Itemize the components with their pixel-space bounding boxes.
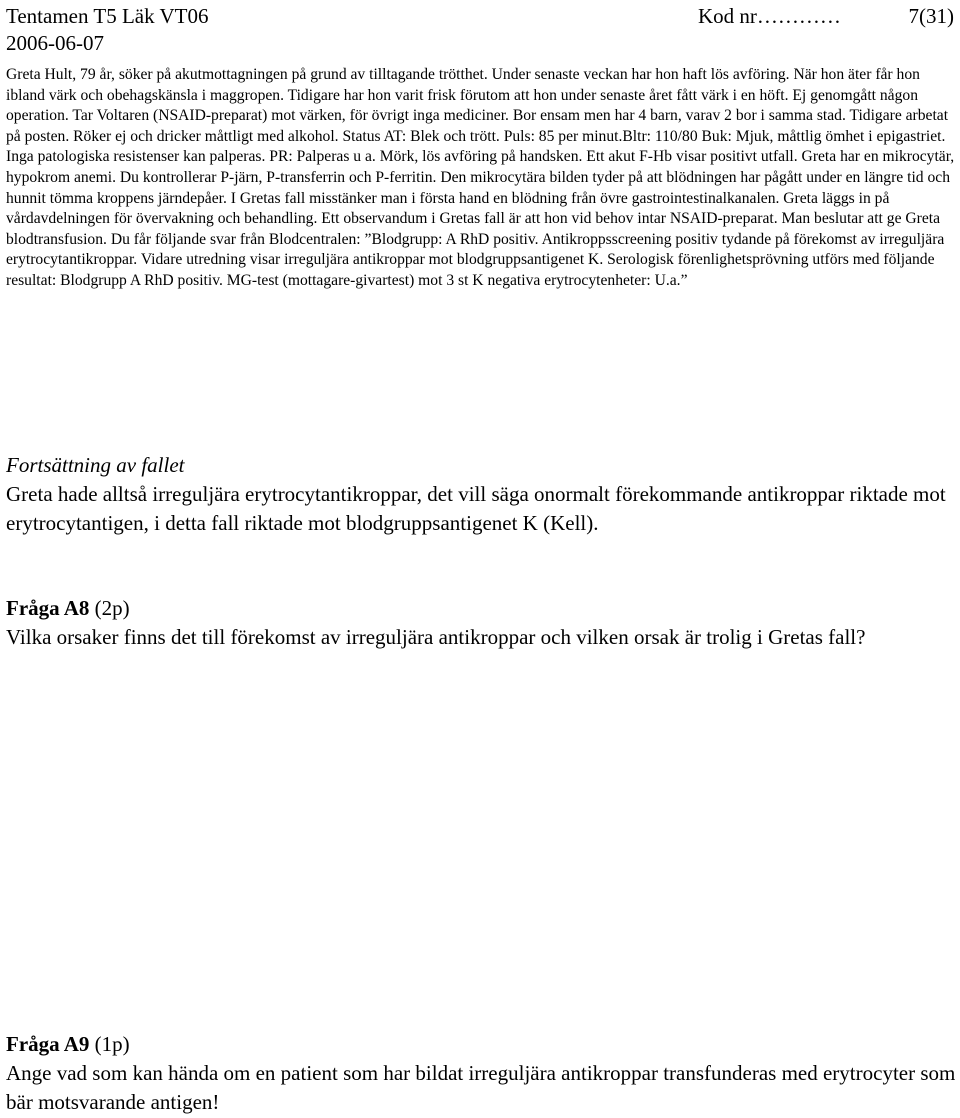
continuation-text: Greta hade alltså irreguljära erytrocytantikroppar, det vill säga onormalt förekommande antikroppar riktade mot erytrocytantigen, i detta fall riktade mot blodgruppsantigenet K (Kell). [6, 482, 946, 535]
question-a9 [6, 1030, 956, 1117]
case-description [6, 65, 956, 292]
case-continuation [6, 451, 956, 538]
code-number-field: Kod nr………… [698, 4, 841, 28]
question-points: (1p) [94, 1032, 130, 1056]
question-title: Fråga A8 [6, 596, 90, 620]
question-title: Fråga A9 [6, 1032, 90, 1056]
header-row-1 [6, 3, 954, 30]
header-row-2 [6, 30, 954, 57]
exam-date: 2006-06-07 [6, 31, 104, 55]
exam-title: Tentamen T5 Läk VT06 [6, 4, 209, 28]
question-a8 [6, 594, 956, 652]
question-text: Vilka orsaker finns det till förekomst av irreguljära antikroppar och vilken orsak är trolig i Gretas fall? [6, 625, 866, 649]
case-text: Greta Hult, 79 år, söker på akutmottagningen på grund av tilltagande trötthet. Under senaste veckan har hon haft lös avföring. När hon äter får hon ibland värk och obehagskänsla i maggropen. Tidigare har hon varit frisk förutom att hon under senaste året fått värk i en höft. Ej genomgått någon operation. Tar Voltaren (NSAID-preparat) mot värken, för övrigt inga mediciner. Bor ensam men har 4 barn, varav 2 bor i samma stad. Tidigare arbetat på posten. Röker ej och dricker måttligt med alkohol. Status AT: Blek och trött. Puls: 85 per minut.Bltr: 110/80 Buk: Mjuk, måttlig ömhet i epigastriet. Inga patologiska resistenser kan palperas. PR: Palperas u a. Mörk, lös avföring på handsken. Ett akut F-Hb visar positivt utfall. Greta har en mikrocytär, hypokrom anemi. Du kontrollerar P-järn, P-transferrin och P-ferritin. Den mikrocytära bilden tyder på att blödningen har pågått under en längre tid och hunnit tömma kroppens järndepåer. I Gretas fall misstänker man i första hand en blödning från övre gastrointestinalkanalen. Greta läggs in på vårdavdelningen för övervakning och behandling. Ett observandum i Gretas fall är att hon vid behov intar NSAID-preparat. Man beslutar att ge Greta blodtransfusion. Du får följande svar från Blodcentralen: ”Blodgrupp: A RhD positiv. Antikroppsscreening positiv tydande på förekomst av irreguljära erytrocytantikroppar. Vidare utredning visar irreguljära antikroppar mot blodgruppsantigenet K. Serologisk förenlighetsprövning utförs med följande resultat: Blodgrupp A RhD positiv. MG-test (mottagare-givartest) mot 3 st K negativa erytrocytenheter: U.a.” [6, 66, 955, 289]
page-header [6, 3, 954, 57]
question-points: (2p) [94, 596, 130, 620]
question-text: Ange vad som kan hända om en patient som har bildat irreguljära antikroppar transfunderas med erytrocyter som bär motsvarande antigen! [6, 1061, 956, 1114]
page-number: 7(31) [908, 4, 954, 28]
continuation-title: Fortsättning av fallet [6, 453, 185, 477]
